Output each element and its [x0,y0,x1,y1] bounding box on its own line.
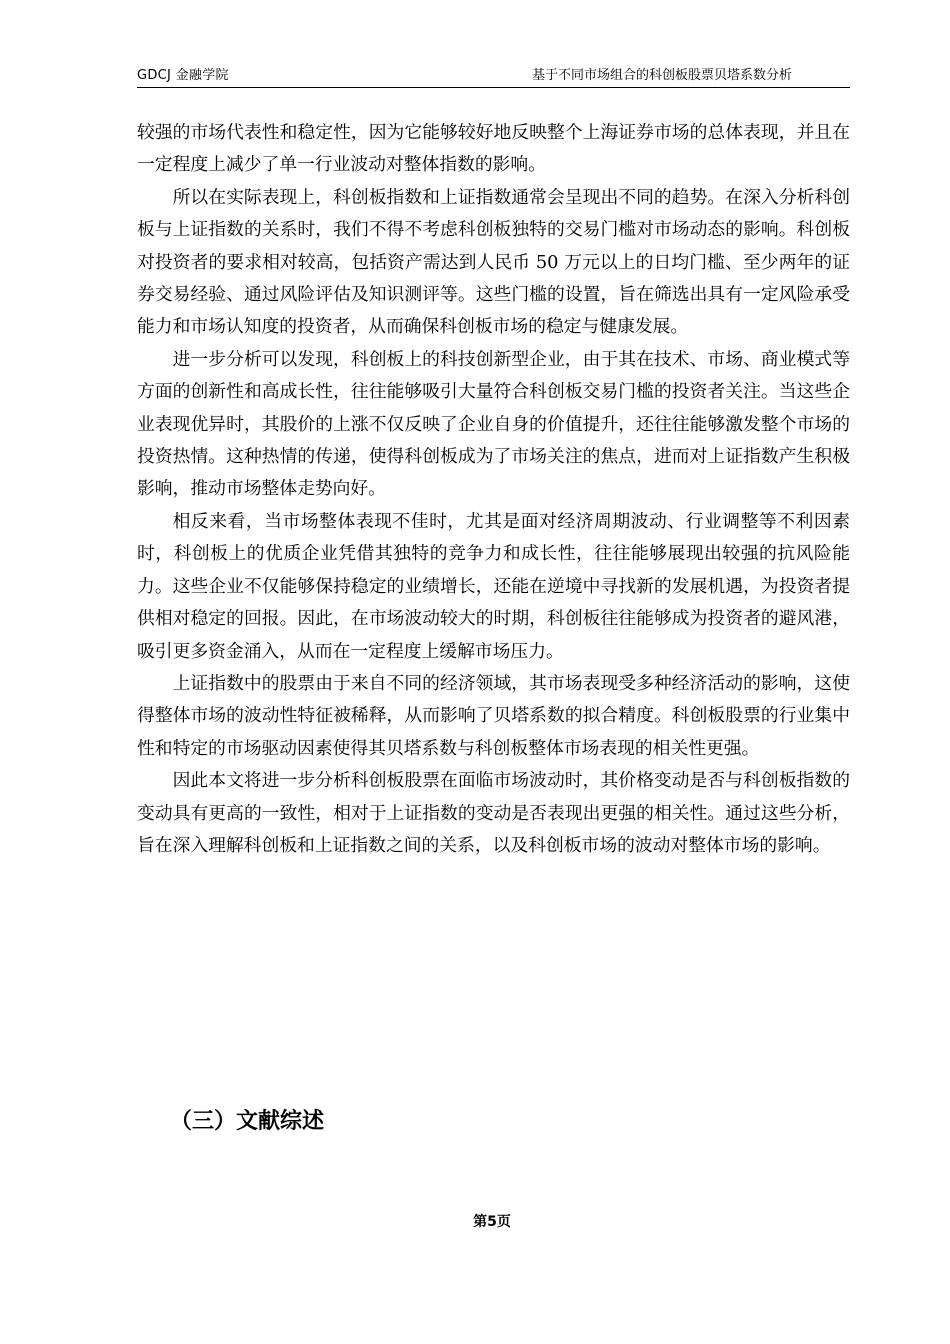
header-institution: GDCJ 金融学院 [137,68,229,83]
paragraph: 进一步分析可以发现，科创板上的科技创新型企业，由于其在技术、市场、商业模式等方面的创新性和高成长性，往往能够吸引大量符合科创板交易门槛的投资者关注。当这些企业表现优异时，其股价的上涨不仅反映了企业自身的价值提升，还往往能够激发整个市场的投资热情。这种热情的传递，使得科创板成为了市场关注的焦点，进而对上证指数产生积极影响，推动市场整体走势向好。 [137,348,850,500]
paragraph: 因此本文将进一步分析科创板股票在面临市场波动时，其价格变动是否与科创板指数的变动具有更高的一致性，相对于上证指数的变动是否表现出更强的相关性。通过这些分析，旨在深入理解科创板和上证指数之间的关系，以及科创板市场的波动对整体市场的影响。 [137,770,850,856]
paragraph: 所以在实际表现上，科创板指数和上证指数通常会呈现出不同的趋势。在深入分析科创板与上证指数的关系时，我们不得不考虑科创板独特的交易门槛对市场动态的影响。科创板对投资者的要求相对较高，包括资产需达到人民币 50 万元以上的日均门槛、至少两年的证券交易经验、通过风险评估及知识测评等。这些门槛的设置，旨在筛选出具有一定风险承受能力和市场认知度的投资者，从而确保科创板市场的稳定与健康发展。 [137,186,850,338]
paragraph: 上证指数中的股票由于来自不同的经济领域，其市场表现受多种经济活动的影响，这使得整体市场的波动性特征被稀释，从而影响了贝塔系数的拟合精度。科创板股票的行业集中性和特定的市场驱动因素使得其贝塔系数与科创板整体市场表现的相关性更强。 [137,672,850,759]
paragraph-continued: 较强的市场代表性和稳定性，因为它能够较好地反映整个上海证券市场的总体表现，并且在一定程度上减少了单一行业波动对整体指数的影响。 [137,122,850,176]
section-heading-literature-review: （三）文献综述 [170,1109,325,1134]
page-header [137,67,850,88]
page-number: 第5页 [473,1214,511,1230]
paragraph: 相反来看，当市场整体表现不佳时，尤其是面对经济周期波动、行业调整等不利因素时，科创板上的优质企业凭借其独特的竞争力和成长性，往往能够展现出较强的抗风险能力。这些企业不仅能够保持稳定的业绩增长，还能在逆境中寻找新的发展机遇，为投资者提供相对稳定的回报。因此，在市场波动较大的时期，科创板往往能够成为投资者的避风港，吸引更多资金涌入，从而在一定程度上缓解市场压力。 [137,510,850,662]
body-text [137,117,850,862]
header-document-title: 基于不同市场组合的科创板股票贝塔系数分析 [531,68,792,83]
